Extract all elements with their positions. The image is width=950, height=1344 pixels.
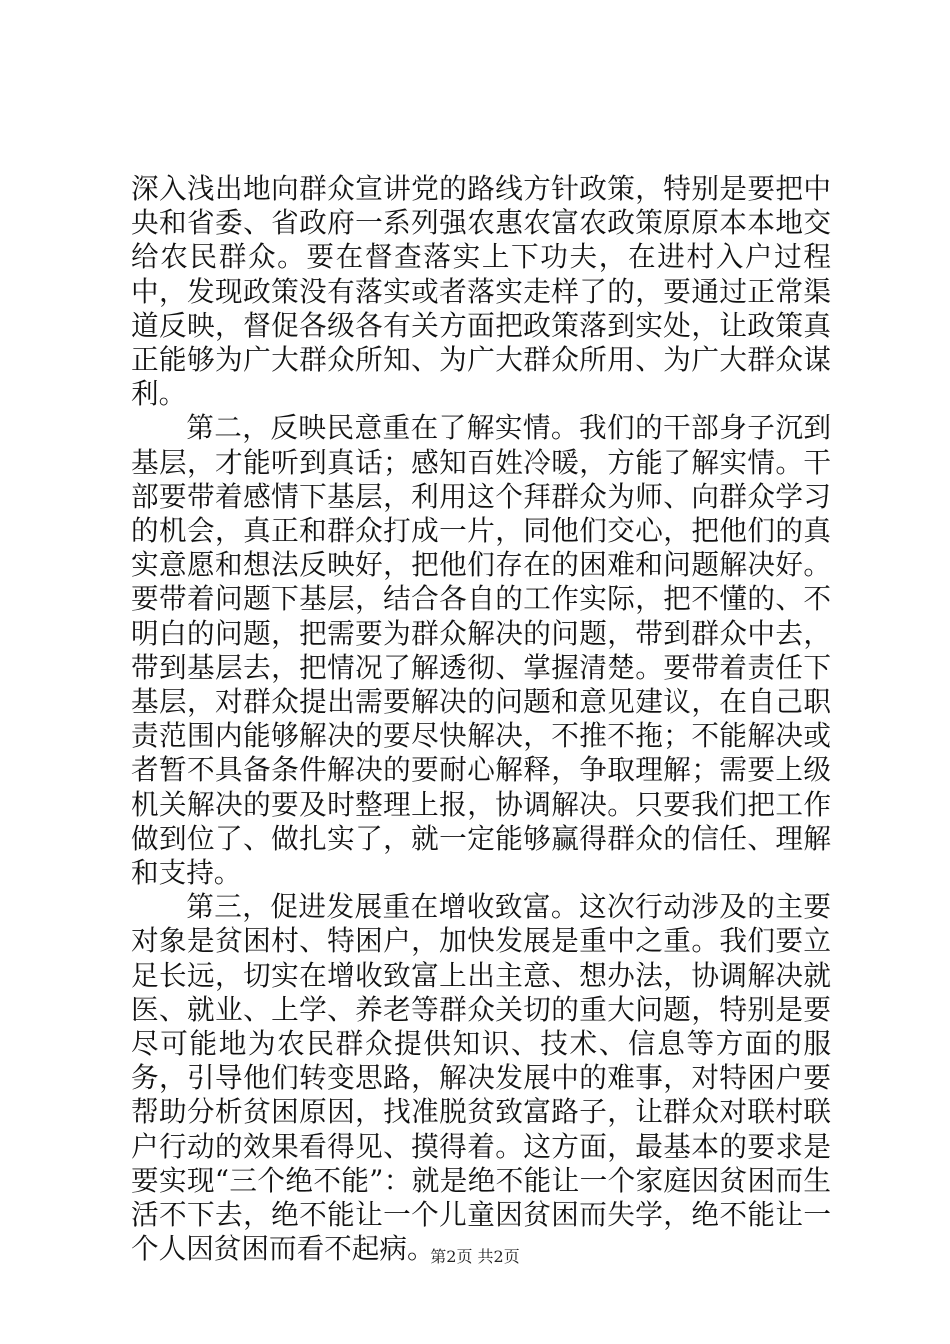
paragraph-second-point: 第二，反映民意重在了解实情。我们的干部身子沉到基层，才能听到真话；感知百姓冷暖，方能了解实情。干部要带着感情下基层，利用这个拜群众为师、向群众学习的机会，真正和群众打成一片，同他们交心，把他们的真实意愿和想法反映好，把他们存在的困难和问题解决好。要带着问题下基层，结合各自的工作实际，把不懂的、不明白的问题，把需要为群众解决的问题，带到群众中去，带到基层去，把情况了解透彻、掌握清楚。要带着责任下基层，对群众提出需要解决的问题和意见建议，在自己职责范围内能够解决的要尽快解决，不推不拖；不能解决或者暂不具备条件解决的要耐心解释，争取理解；需要上级机关解决的要及时整理上报，协调解决。只要我们把工作做到位了、做扎实了，就一定能够赢得群众的信任、理解和支持。 [131,411,831,890]
paragraph-continuation: 深入浅出地向群众宣讲党的路线方针政策，特别是要把中央和省委、省政府一系列强农惠农富农政策原原本本地交给农民群众。要在督查落实上下功夫，在进村入户过程中，发现政策没有落实或者落实走样了的，要通过正常渠道反映，督促各级各有关方面把政策落到实处，让政策真正能够为广大群众所知、为广大群众所用、为广大群众谋利。 [131,172,831,411]
document-body [131,172,831,1267]
page-footer: 第2页 共2页 [430,1247,520,1266]
paragraph-third-point: 第三，促进发展重在增收致富。这次行动涉及的主要对象是贫困村、特困户，加快发展是重中之重。我们要立足长远，切实在增收致富上出主意、想办法，协调解决就医、就业、上学、养老等群众关切的重大问题，特别是要尽可能地为农民群众提供知识、技术、信息等方面的服务，引导他们转变思路，解决发展中的难事，对特困户要帮助分析贫困原因，找准脱贫致富路子，让群众对联村联户行动的效果看得见、摸得着。这方面，最基本的要求是要实现“三个绝不能”：就是绝不能让一个家庭因贫困而生活不下去，绝不能让一个儿童因贫困而失学，绝不能让一个人因贫困而看不起病。 [131,890,831,1266]
